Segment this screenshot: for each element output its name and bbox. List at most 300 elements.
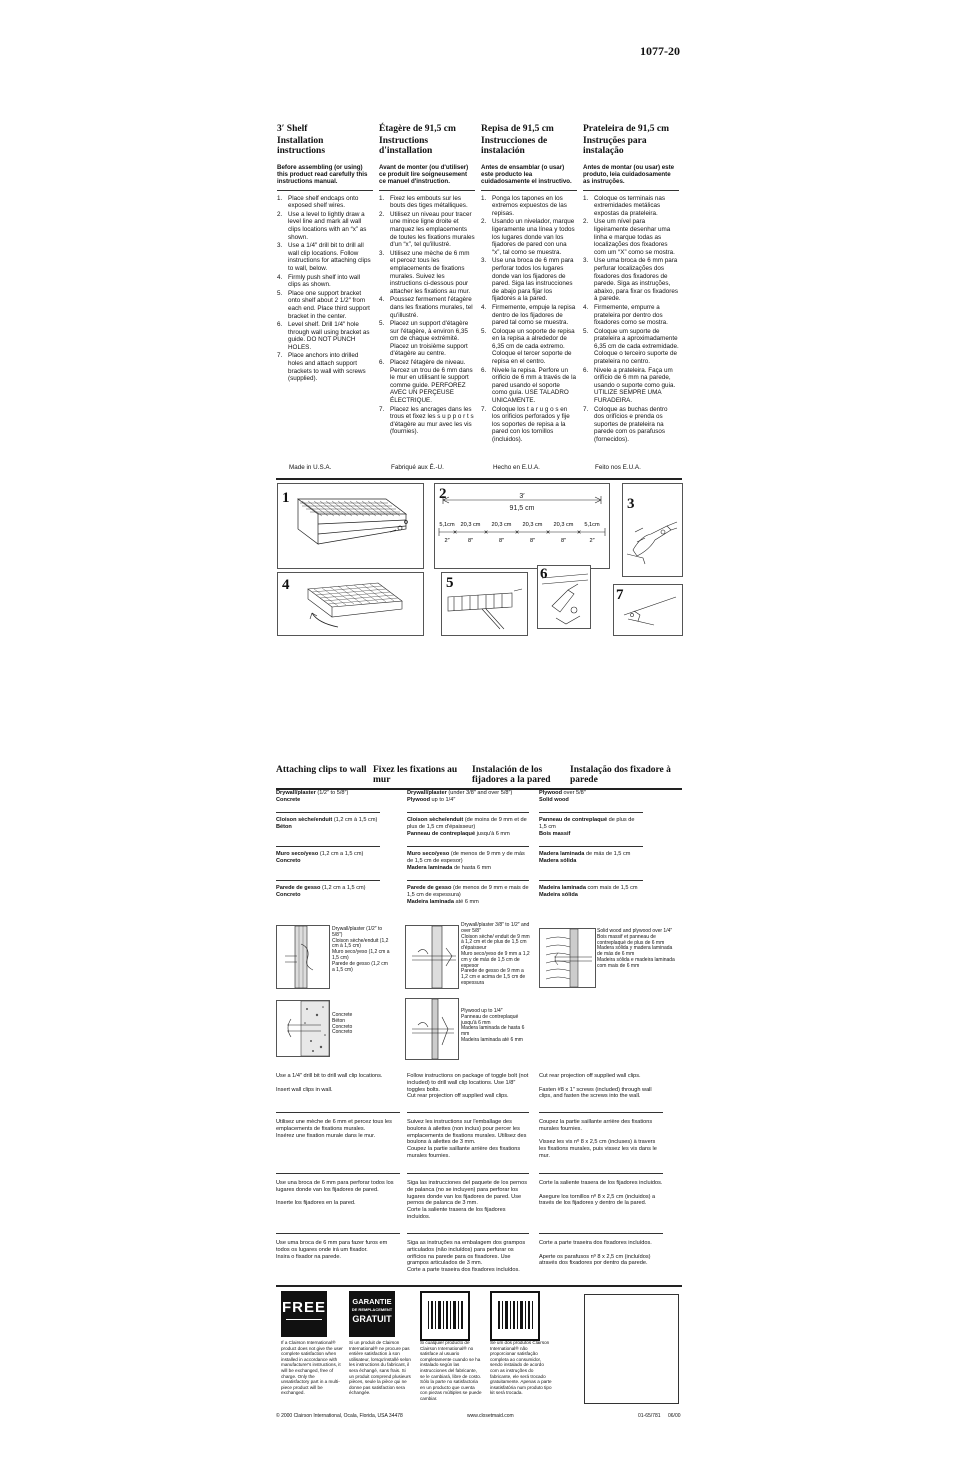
logo-text: GARANTIE — [352, 1297, 392, 1306]
instruction-column — [379, 124, 475, 437]
clip-instruction: Siga as instruções na embalagem dos grampos articulados (não incluídos) para perfurar os orifícios na parede para os fixadores. Use grampos articulados de 3 mm. Corte a parte traseira dos fixadores incluídos. — [407, 1240, 526, 1274]
figure-3 — [622, 483, 683, 577]
step-item — [379, 211, 475, 249]
label-line: Solid wood and plywood over 1/4″ — [597, 928, 673, 934]
concrete-anchor-illustration — [277, 1001, 329, 1056]
material-name: Cloison sèche/enduit — [407, 817, 464, 823]
step-text: Use uma broca de 6 mm para perfurar localizações dos fixadores dos fixadores de parede. Siga as instruções, abaixo, para fixar os fixadores à parede. — [594, 257, 679, 303]
step-text: Firmly push shelf into wall clips as shown. — [288, 273, 361, 289]
material-line — [276, 885, 380, 892]
step-text: Coloque as buchas dentro dos orifícios e prenda os suportes de prateleira na parede com os parafusos (fornecidos). — [594, 405, 668, 444]
made-in: Feito nos E.U.A. — [595, 464, 641, 471]
clip-location-mark: × — [483, 529, 489, 537]
material-range: (under 3/8″ and over 5/8″) — [446, 790, 513, 796]
steps-list — [583, 195, 679, 444]
step-text: Ponga los tapones en los extremos expuestos de las repisas. — [492, 194, 567, 217]
anchor-screw-illustration — [614, 585, 682, 635]
dim-imperial: 8″ — [560, 538, 567, 544]
step-item — [277, 290, 373, 320]
step-item — [379, 296, 475, 319]
clip-instruction: Siga las instrucciones del paquete de los pernos de palanca (no se incluyen) para perforar los lugares donde van los fijadores de pared. Use pernos de palanca de 3 mm. Corte la saliente trasera de los fijadores incluidos. — [407, 1180, 528, 1220]
step-item — [481, 218, 577, 256]
material-line — [407, 797, 529, 804]
step-text: Placez les ancrages dans les trous et fixez les s u p p o r t s d'étagère au mur avec les vis (fournies). — [390, 405, 474, 436]
material-entry — [539, 790, 643, 804]
step-number: 6. — [583, 366, 589, 374]
dim-metric: 5,1cm — [584, 522, 600, 528]
divider — [481, 190, 577, 191]
clip-label-a — [332, 927, 392, 973]
step-text: Use una broca de 6 mm para perforar todos los lugares donde van los fijadores de pared. Siga las instrucciones de abajo para fijar los fijadores a la pared. — [492, 257, 574, 303]
material-name: Panneau de contreplaqué — [407, 831, 476, 837]
step-item — [481, 367, 577, 405]
divider — [276, 880, 380, 881]
dim-metric: 20,3 cm — [460, 522, 481, 528]
label-line: Parede de gesso de 9 mm a 1,2 cm e acima de 1,5 cm de espessura — [461, 968, 526, 986]
material-name: Cloison sèche/enduit — [276, 817, 333, 823]
preface: Antes de ensamblar (o usar) este producto lea cuidadosamente el instructivo. — [481, 164, 572, 186]
step-text: Firmemente, empurre a prateleira por dentro dos fixadores como se mostra. — [594, 303, 668, 327]
divider — [276, 1112, 400, 1113]
label-line: Plywood up to 1/4″ — [461, 1008, 503, 1014]
divider — [379, 190, 475, 191]
barcode-stamp — [420, 1291, 470, 1341]
material-line — [407, 899, 529, 906]
material-range: up to 1/4″ — [430, 797, 456, 803]
step-item — [277, 242, 373, 272]
step-text: Place anchors into drilled holes and attach support brackets to wall with screws (supplied). — [288, 352, 366, 383]
label-line: Madera laminada de hasta 6 mm — [461, 1025, 525, 1038]
clip-location-mark: × — [576, 529, 582, 537]
step-item — [583, 406, 679, 444]
material-name: Madeira laminada — [539, 885, 586, 891]
step-number: 6. — [379, 359, 385, 367]
material-entry — [407, 885, 529, 906]
barcode-icon — [492, 1293, 538, 1339]
clip-location-mark: × — [514, 529, 520, 537]
step-item — [277, 274, 373, 289]
divider — [407, 1233, 529, 1234]
material-range: (1,2 cm a 1,5 cm) — [318, 851, 364, 857]
clip-instruction: Suivez les instructions sur l'emballage des boulons à ailettes (non inclus) pour percer les emplacements de fixations murales. Utilisez des boulons à ailettes de 3 mm. Coupez la partie saillante arrière des fixations murales fournies. — [407, 1119, 527, 1159]
figure-number: 6 — [540, 566, 548, 582]
clip-location-mark: × — [452, 529, 458, 537]
figure-4 — [277, 572, 424, 636]
warranty-text-es: Si cualquier producto de Clairson International® no satisface al usuario completamente cuando se ha instalado según las instrucciones del fabricante, se le cambiará, libre de costo. Sólo la parte no satisfactoria en un producto que cuenta con piezas múltiples se puede cambiar. — [420, 1340, 482, 1401]
preface: Before assembling (or using) this product read carefully this instructions manual. — [277, 164, 368, 186]
material-name: Plywood — [407, 797, 430, 803]
step-number: 1. — [277, 194, 283, 202]
material-range: com mais de 1,5 cm — [585, 885, 638, 891]
divider — [276, 478, 682, 480]
step-item — [277, 321, 373, 351]
material-line — [276, 824, 380, 831]
clip-instruction: Coupez la partie saillante arrière des fixations murales fournies. Vissez les vis nº 8 x 2,5 cm (incluses) à travers les fixations murales, puis vissez les vis dans le mur. — [539, 1119, 657, 1159]
column-title: 3′ Shelf — [277, 124, 308, 134]
step-text: Nivele la repisa. Perfore un orificio de 6 mm a través de la pared usando el soporte como guía. USE TALADRO UNICAMENTE. — [492, 366, 576, 405]
figure-7 — [613, 584, 683, 636]
divider — [539, 812, 643, 813]
material-line — [276, 892, 380, 899]
label-line: Madeira sólida e madeira laminada com mais de 6 mm — [597, 956, 675, 969]
divider — [276, 1285, 682, 1287]
material-line — [407, 851, 529, 865]
warranty-text-pt: Se um dos produtos Clairson International® não proporcionar satisfação completa ao consumidor, sendo instalado de acordo com as instruções do fabricante, ele será trocado gratuitamente. Apenas a parte insatisfatória num produto tipo kit será trocada. — [490, 1340, 552, 1396]
material-name: Madera laminada — [407, 865, 453, 871]
step-number: 4. — [277, 273, 283, 281]
material-line — [276, 797, 380, 804]
material-line — [539, 831, 643, 838]
material-name: Drywall/plaster — [276, 790, 316, 796]
divider — [277, 190, 373, 191]
column-subtitle: Instruções para instalação — [583, 136, 647, 156]
step-item — [379, 195, 475, 210]
divider — [539, 1173, 663, 1174]
document-code: 1077-20 — [640, 44, 680, 58]
label-line: Drywall/plaster 3/8″ to 1/2″ and over 5/8″ — [461, 922, 530, 934]
label-line: Drywall/plaster (1/2″ to 5/8″) — [332, 926, 383, 938]
barcode-icon — [422, 1293, 468, 1339]
figure-5 — [441, 572, 528, 636]
material-line — [539, 797, 643, 804]
product-label-box — [584, 1294, 679, 1404]
step-item — [481, 328, 577, 366]
label-line: Parede de gesso (1,2 cm a 1,5 cm) — [332, 960, 388, 973]
material-range: de plus de 1,5 cm — [539, 817, 635, 830]
step-item — [277, 211, 373, 241]
material-entry — [539, 885, 643, 899]
material-line — [407, 865, 529, 872]
material-line — [539, 817, 643, 831]
material-range: (de menos de 9 mm e mais de 1,5 cm de espessura) — [407, 885, 529, 898]
warranty-text-en: If a Clairson International® product does not give the user complete satisfaction when installed in accordance with manufacturer's instructions, it will be exchanged, free of charge. Only the unsatisfactory part in a multi-piece product will be exchanged. — [281, 1340, 343, 1396]
divider — [407, 1173, 529, 1174]
material-name: Panneau de contreplaqué — [539, 817, 608, 823]
material-name: Parede de gesso — [276, 885, 321, 891]
clip-fig-drywall — [276, 925, 330, 989]
material-name: Plywood — [539, 790, 562, 796]
instruction-column — [481, 124, 577, 445]
step-number: 7. — [379, 405, 385, 413]
dim-imperial: 8″ — [529, 538, 536, 544]
step-number: 3. — [583, 257, 589, 265]
free-logo — [281, 1291, 327, 1337]
material-range: over 5/8″ — [562, 790, 586, 796]
clip-location-mark: × — [545, 529, 551, 537]
step-item — [583, 257, 679, 303]
material-range: de más de 1,5 cm — [584, 851, 631, 857]
step-text: Poussez fermement l'étagère dans les fixations murales, tel qu'illustré. — [390, 296, 473, 319]
material-line — [539, 790, 643, 797]
step-number: 5. — [277, 289, 283, 297]
clip-instruction: Follow instructions on package of toggle bolt (not included) to drill wall clip locations. Use 1/8″ toggles bolts. Cut rear projection off supplied wall clips. — [407, 1073, 529, 1100]
shelf-endcaps-illustration — [278, 484, 423, 568]
step-number: 4. — [481, 303, 487, 311]
divider — [276, 846, 380, 847]
step-text: Level shelf. Drill 1/4″ hole through wall using bracket as guide. DO NOT PUNCH HOLES. — [288, 321, 370, 351]
label-line: Panneau de contreplaqué jusqu'à 6 mm — [461, 1013, 519, 1026]
step-item — [481, 406, 577, 444]
footer-date: 06/00 — [668, 1413, 681, 1419]
material-entry — [276, 885, 380, 899]
steps-list — [379, 195, 475, 436]
steps-list — [481, 195, 577, 444]
figure-1 — [277, 483, 424, 569]
label-line: Muro seco/yeso de 9 mm a 1,2 cm y de más de 1,5 cm de espesor — [461, 950, 530, 969]
step-text: Fixez les embouts sur les bouts des tiges métalliques. — [390, 194, 468, 210]
step-item — [583, 218, 679, 256]
divider — [539, 880, 643, 881]
material-line — [276, 817, 380, 824]
material-name: Bois massif — [539, 831, 571, 837]
material-entry — [407, 790, 529, 804]
step-number: 1. — [583, 194, 589, 202]
material-entry — [276, 817, 380, 831]
label-line: Muro seco/yeso (1,2 cm a 1,5 cm) — [332, 949, 390, 961]
step-number: 2. — [583, 218, 589, 226]
column-title: Prateleira de 91,5 cm — [583, 124, 669, 134]
clip-label-b — [461, 923, 531, 987]
clip-instruction: Corte a parte traseira dos fixadores incluídos. Aperte os parafusos nº 8 x 2,5 cm (incluídos) através dos fixadores por dentro da parede. — [539, 1240, 652, 1267]
step-item — [583, 304, 679, 327]
step-text: Place shelf endcaps onto exposed shelf wires. — [288, 194, 359, 210]
material-name: Concreto — [276, 892, 301, 898]
step-number: 5. — [583, 327, 589, 335]
drill-wall-illustration — [623, 484, 682, 576]
label-line: Madeira laminada até 6 mm — [461, 1036, 523, 1043]
material-line — [539, 858, 643, 865]
step-text: Utilisez un niveau pour tracer une mince ligne droite et marquez les emplacements de toutes les fixations murales d'un “x”, tel qu'illustré. — [390, 210, 475, 249]
clip-instruction: Cut rear projection off supplied wall clips. Fasten #8 x 1″ screws (included) through wall clips, and fasten the screws into the wall. — [539, 1073, 652, 1100]
step-number: 1. — [379, 194, 385, 202]
material-line — [539, 885, 643, 892]
divider — [276, 1173, 400, 1174]
step-number: 3. — [277, 242, 283, 250]
barcode-stamp — [490, 1291, 540, 1341]
clip-instruction: Corte la saliente trasera de los fijadores incluidos. Asegure los tornillos nº 8 x 2,5 cm (incluidos) a través de los fijadores y dentro de la pared. — [539, 1180, 663, 1207]
made-in: Made in U.S.A. — [289, 464, 332, 471]
step-text: Coloque os terminais nas extremidades metálicas expostas da prateleira. — [594, 194, 666, 217]
material-name: Parede de gesso — [407, 885, 452, 891]
material-line — [407, 831, 529, 838]
preface: Antes de montar (ou usar) este produto, leia cuidadosamente as instruções. — [583, 164, 675, 186]
clip-fig-plywood — [405, 998, 459, 1060]
dim-imperial: 2″ — [444, 538, 450, 544]
material-range: jusqu'à 6 mm — [475, 831, 510, 837]
figure-number: 2 — [439, 486, 447, 502]
step-number: 7. — [277, 352, 283, 360]
divider — [583, 190, 679, 191]
column-subtitle: Instructions d'installation — [379, 136, 433, 156]
material-range: (de menos de 9 mm y de más de 1,5 cm de espesor) — [407, 851, 525, 864]
divider — [407, 1112, 529, 1113]
divider — [276, 1233, 400, 1234]
dim-metric: 20,3 cm — [553, 522, 574, 528]
material-line — [407, 790, 529, 797]
material-line — [276, 858, 380, 865]
logo-text: GRATUIT — [352, 1314, 392, 1324]
label-line: Madera sólida y madera laminada de más de 6 mm — [597, 945, 673, 958]
step-item — [583, 367, 679, 405]
push-shelf-illustration — [278, 573, 423, 635]
step-text: Nivele a prateleira. Faça um orifício de 6 mm na parede, usando o suporte como guia. UTILIZE SEMPRE UMA FURADEIRA. — [594, 366, 676, 405]
dim-metric: 20,3 cm — [491, 522, 512, 528]
step-item — [481, 195, 577, 218]
clips-heading-en: Attaching clips to wall — [276, 765, 367, 775]
material-range: (1,2 cm à 1,5 cm) — [332, 817, 378, 823]
made-in: Fabriqué aux É.-U. — [391, 464, 444, 471]
step-number: 5. — [379, 320, 385, 328]
clip-instruction: Utilisez une mèche de 6 mm et percez tous les emplacements de fixations murales. Insérez une fixation murale dans le mur. — [276, 1119, 392, 1139]
step-text: Coloque los t a r u g o s en los orificios perforados y fije los soportes de repisa a la pared con los tornillos (incluidos). — [492, 405, 570, 444]
material-range: (1/2″ to 5/8″) — [315, 790, 349, 796]
clips-heading-es: Instalación de los fijadores a la pared — [472, 765, 551, 785]
column-subtitle: Instrucciones de instalación — [481, 136, 548, 156]
instruction-column — [583, 124, 679, 445]
figure-number: 3 — [627, 496, 635, 512]
step-number: 3. — [379, 249, 385, 257]
divider — [407, 812, 529, 813]
material-line — [276, 851, 380, 858]
label-line: Cloison sèche/enduit (1,2 cm à 1,5 cm) — [332, 937, 389, 950]
material-entry — [276, 851, 380, 865]
footer-code: 01-65/781 — [638, 1413, 661, 1419]
step-text: Use um nível para ligeiramente desenhar uma linha e marque todas as localizações dos fixadores com um “X” como se mostra. — [594, 218, 675, 256]
clip-instruction: Use uma broca de 6 mm para fazer furos em todos os lugares onde irá um fixador. Insira o fixador na parede. — [276, 1240, 388, 1260]
dim-imperial: 8″ — [498, 538, 505, 544]
material-line — [276, 790, 380, 797]
website-url: www.closetmaid.com — [467, 1413, 514, 1419]
step-number: 2. — [277, 210, 283, 218]
dim-imperial: 2″ — [589, 538, 595, 544]
divider — [539, 1112, 663, 1113]
level-drill-illustration — [538, 566, 590, 628]
wall-clip-spacing-diagram — [435, 484, 609, 568]
step-number: 7. — [583, 405, 589, 413]
support-bracket-illustration — [442, 573, 527, 635]
material-line — [539, 851, 643, 858]
material-entry — [407, 851, 529, 872]
material-name: Drywall/plaster — [407, 790, 447, 796]
dim-imperial: 8″ — [467, 538, 474, 544]
step-item — [277, 352, 373, 382]
toggle-bolt-illustration — [406, 926, 458, 988]
label-line: Bois massif et panneau de contreplaqué de plus de 6 mm — [597, 933, 665, 946]
wood-screw-illustration — [540, 929, 595, 987]
material-entry — [276, 790, 380, 804]
material-line — [407, 885, 529, 899]
material-name: Concreto — [276, 858, 301, 864]
material-entry — [539, 851, 643, 865]
step-item — [379, 250, 475, 296]
material-name: Madeira sólida — [539, 892, 578, 898]
figure-number: 7 — [616, 587, 624, 603]
material-line — [407, 817, 529, 831]
preface: Avant de monter (ou d'utiliser) ce produit lire soigneusement ce manuel d'instruction. — [379, 164, 469, 186]
step-item — [379, 359, 475, 405]
step-item — [583, 328, 679, 366]
made-in: Hecho en E.U.A. — [493, 464, 540, 471]
material-name: Muro seco/yeso — [276, 851, 319, 857]
step-number: 6. — [481, 366, 487, 374]
figure-number: 5 — [446, 575, 454, 591]
step-item — [379, 320, 475, 358]
step-item — [481, 257, 577, 303]
total-length-metric: 91,5 cm — [509, 505, 535, 512]
garantie-logo — [349, 1291, 395, 1337]
copyright: © 2000 Clairson International, Ocala, Florida, USA 34478 — [276, 1413, 403, 1419]
material-line — [539, 892, 643, 899]
material-range: (de moins de 9 mm et de plus de 1,5 cm d'épaisseur) — [407, 817, 527, 830]
clip-fig-concrete — [276, 1000, 330, 1057]
clip-fig-wood — [539, 928, 596, 988]
clip-fig-toggle — [405, 925, 459, 989]
step-number: 1. — [481, 194, 487, 202]
material-name: Madeira laminada — [407, 899, 454, 905]
material-name: Béton — [276, 824, 292, 830]
figure-number: 1 — [282, 490, 290, 506]
step-item — [481, 304, 577, 327]
step-item — [583, 195, 679, 218]
clips-heading-pt: Instalação dos fixadore à parede — [570, 765, 671, 785]
clip-instruction: Use una broca de 6 mm para perforar todos los lugares donde van los fijadores de pared. Inserte los fijadores en la pared. — [276, 1180, 394, 1207]
material-name: Muro seco/yeso — [407, 851, 450, 857]
drywall-anchor-illustration — [277, 926, 329, 988]
step-number: 3. — [481, 257, 487, 265]
instruction-column — [277, 124, 373, 384]
step-text: Placez l'étagère de niveau. Percez un trou de 6 mm dans le mur en utilisant le support comme guide. PERFOREZ AVEC UN PERÇEUSE ÉLECTRIQUE. — [390, 359, 473, 405]
divider — [407, 880, 529, 881]
column-title: Repisa de 91,5 cm — [481, 124, 554, 134]
material-name: Concrete — [276, 797, 301, 803]
step-number: 6. — [277, 321, 283, 329]
step-number: 4. — [379, 296, 385, 304]
divider — [276, 812, 380, 813]
plywood-toggle-illustration — [406, 999, 458, 1059]
material-range: até 6 mm — [453, 899, 479, 905]
figure-6 — [537, 565, 591, 629]
clip-label-e — [461, 1009, 531, 1044]
step-text: Use a 1/4″ drill bit to drill all wall clip locations. Follow instructions for attaching clips to wall, below. — [288, 242, 371, 272]
step-item — [379, 406, 475, 436]
label-line: Béton — [332, 1017, 346, 1024]
step-text: Usando un nivelador, marque ligeramente una línea y todos los lugares donde van los fijadores de pared con una “x”, tal como se muestra. — [492, 218, 575, 256]
material-name: Madera laminada — [539, 851, 585, 857]
step-text: Utilisez une mèche de 6 mm et percez tous les emplacements de fixations murales. Suivez les instructions ci-dessous pour attacher les fixations au mur. — [390, 249, 471, 295]
figure-number: 4 — [282, 577, 290, 593]
step-text: Coloque un soporte de repisa en la repisa a alrededor de 6,35 cm de cada extremo. Coloque el tercer soporte de repisa en el centro. — [492, 327, 575, 366]
label-line: Cloison sèche/ enduit de 9 mm à 1,2 cm et de plus de 1,5 cm d'épaisseur — [461, 933, 530, 952]
label-line: Concreto — [332, 1029, 353, 1036]
step-number: 2. — [481, 218, 487, 226]
total-length-imperial: 3′ — [519, 493, 525, 500]
step-number: 4. — [583, 303, 589, 311]
warranty-text-fr: Si un produit de Clairson International® ne procure pas entière satisfaction à son utilisateur, lorsqu'installé selon les instructions du fabricant, il sera échangé, sans frais. Si un produit comprend plusieurs pièces, seule la pièce qui ne donne pas satisfaction sera échangée. — [349, 1340, 411, 1396]
clip-instruction: Use a 1/4″ drill bit to drill wall clip locations. Insert wall clips in wall. — [276, 1073, 383, 1093]
step-text: Use a level to lightly draw a level line and mark all wall clips locations with an “x” as shown. — [288, 210, 367, 241]
divider — [407, 846, 529, 847]
steps-list — [277, 195, 373, 383]
material-name: Solid wood — [539, 797, 569, 803]
step-text: Firmemente, empuje la repisa dentro de los fijadores de pared tal como se muestra. — [492, 303, 576, 327]
step-number: 5. — [481, 327, 487, 335]
material-name: Madera sólida — [539, 858, 577, 864]
figure-2 — [434, 483, 610, 569]
label-line: Concreto — [332, 1023, 353, 1030]
label-line: Concrete — [332, 1012, 353, 1018]
clip-label-d — [332, 1013, 392, 1036]
divider — [539, 1233, 663, 1234]
